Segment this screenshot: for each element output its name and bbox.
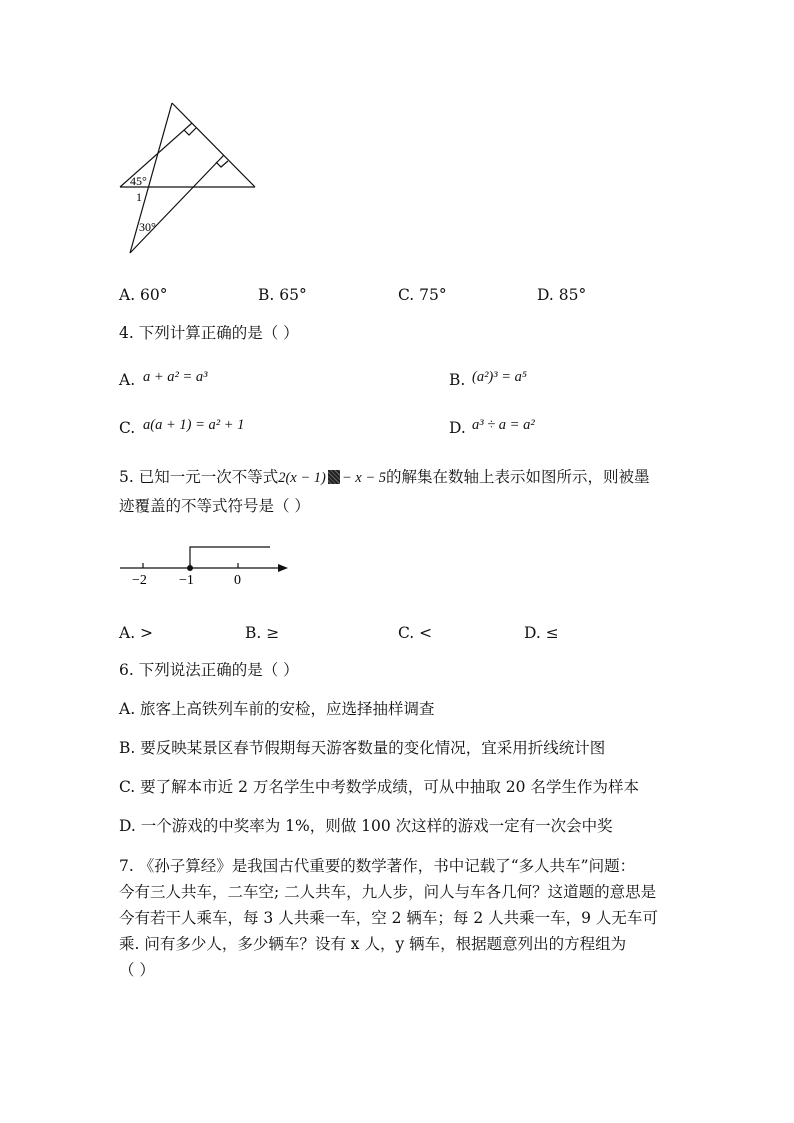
q6-option-b: B. 要反映某景区春节假期每天游客数量的变化情况，宜采用折线统计图 <box>119 739 606 757</box>
q7-line5: （ ） <box>119 961 155 979</box>
q3-option-c: C. 75° <box>398 286 447 304</box>
number-line <box>118 540 298 590</box>
q6-stem: 6. 下列说法正确的是（ ） <box>119 661 299 679</box>
q5-option-d: D. ≤ <box>524 624 559 642</box>
q4-option-b-label: B. <box>449 371 466 389</box>
q7-line3: 今有若干人乘车，每 3 人共乘一车，空 2 辆车；每 2 人共乘一车，9 人无车可 <box>119 909 658 927</box>
triangle-figure <box>110 95 270 265</box>
angle-45-label: 45° <box>130 174 147 188</box>
axis-arrow-icon <box>278 564 288 572</box>
q5-stem-line1 <box>119 470 650 486</box>
q6-option-d: D. 一个游戏的中奖率为 1%，则做 100 次这样的游戏一定有一次会中奖 <box>119 817 613 835</box>
q3-option-a: A. 60° <box>119 286 168 304</box>
q5-stem-expr-right: − x − 5 <box>341 470 386 486</box>
q7-paragraph <box>119 853 658 983</box>
q3-option-d: D. 85° <box>537 286 587 304</box>
q5-option-c: C. < <box>398 624 433 642</box>
q4-option-d-expr: a³ ÷ a = a² <box>472 417 535 433</box>
q4-stem: 4. 下列计算正确的是（ ） <box>119 324 299 342</box>
q4-option-d-label: D. <box>449 419 466 437</box>
endpoint-dot <box>187 565 193 571</box>
q7-line2: 今有三人共车，二车空; 二人共车，九人步，问人与车各几何？这道题的意思是 <box>119 883 657 901</box>
q6-option-c: C. 要了解本市近 2 万名学生中考数学成绩，可从中抽取 20 名学生作为样本 <box>119 778 639 796</box>
q5-stem-expr-left: 2(x − 1) <box>278 470 326 486</box>
q5-stem-pre: 5. 已知一元一次不等式 <box>119 468 279 486</box>
q4-option-c-label: C. <box>119 419 136 437</box>
figure-line-top-to-base-right <box>172 103 255 187</box>
angle-30-label: 30° <box>139 220 156 234</box>
solution-ray <box>190 547 270 568</box>
axis-label-minus-1: −1 <box>179 573 194 588</box>
q7-line1: 7. 《孙子算经》是我国古代重要的数学著作，书中记载了“多人共车”问题： <box>119 857 636 875</box>
q5-stem-post: 的解集在数轴上表示如图所示，则被墨 <box>386 468 650 486</box>
ink-blot-icon <box>328 470 340 484</box>
q6-option-a: A. 旅客上高铁列车前的安检，应选择抽样调查 <box>119 700 435 718</box>
angle-1-label: 1 <box>136 190 142 204</box>
q4-option-a-label: A. <box>119 371 136 389</box>
q4-option-c-expr: a(a + 1) = a² + 1 <box>143 417 245 433</box>
q7-line4: 乘. 问有多少人，多少辆车？设有 x 人，y 辆车，根据题意列出的方程组为 <box>119 935 627 953</box>
q5-stem-line2: 迹覆盖的不等式符号是（ ） <box>119 497 310 515</box>
q4-option-a-expr: a + a² = a³ <box>143 369 208 385</box>
q5-option-b: B. ≥ <box>245 624 280 642</box>
axis-label-minus-2: −2 <box>132 573 147 588</box>
q5-option-a: A. > <box>119 624 154 642</box>
q4-option-b-expr: (a²)³ = a⁵ <box>472 369 527 385</box>
axis-label-0: 0 <box>234 573 241 588</box>
q3-option-b: B. 65° <box>258 286 307 304</box>
